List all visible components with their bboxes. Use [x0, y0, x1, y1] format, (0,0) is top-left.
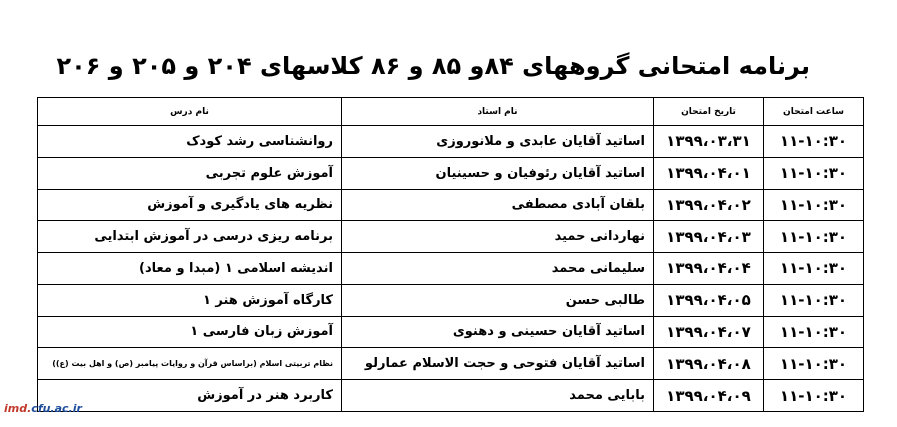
- teacher-name-cell: بابایی محمد: [342, 380, 654, 412]
- exam-date-cell: ۱۳۹۹،۰۴،۰۷: [654, 316, 764, 348]
- header-date: تاریخ امتحان: [654, 98, 764, 126]
- teacher-name-cell: اساتید آقایان فتوحی و حجت الاسلام عمارلو: [342, 348, 654, 380]
- exam-date-cell: ۱۳۹۹،۰۴،۰۵: [654, 284, 764, 316]
- table-row: [38, 189, 864, 221]
- teacher-name-cell: اساتید آقایان حسینی و دهنوی: [342, 316, 654, 348]
- header-course: نام درس: [38, 98, 342, 126]
- table-row: [38, 348, 864, 380]
- course-name-cell: آموزش زبان فارسی ۱: [38, 316, 342, 348]
- course-name-cell: کاربرد هنر در آموزش: [38, 380, 342, 412]
- exam-date-cell: ۱۳۹۹،۰۴،۰۲: [654, 189, 764, 221]
- teacher-name-cell: بلقان آبادی مصطفی: [342, 189, 654, 221]
- course-name-cell: برنامه ریزی درسی در آموزش ابتدایی: [38, 221, 342, 253]
- table-row: [38, 284, 864, 316]
- table-header-row: [38, 98, 864, 126]
- exam-date-cell: ۱۳۹۹،۰۴،۰۹: [654, 380, 764, 412]
- course-name-cell: اندیشه اسلامی ۱ (مبدا و معاد): [38, 253, 342, 285]
- course-name-cell: روانشناسی رشد کودک: [38, 126, 342, 158]
- site-watermark: [4, 402, 82, 415]
- exam-time-cell: ۱۱-۱۰:۳۰: [764, 316, 864, 348]
- table-row: [38, 157, 864, 189]
- teacher-name-cell: نهاردانی حمید: [342, 221, 654, 253]
- exam-time-cell: ۱۱-۱۰:۳۰: [764, 126, 864, 158]
- exam-schedule-table: [37, 97, 864, 412]
- exam-date-cell: ۱۳۹۹،۰۴،۰۱: [654, 157, 764, 189]
- table-row: [38, 221, 864, 253]
- page-title: برنامه امتحانی گروههای ۸۴و ۸۵ و ۸۶ کلاسهای ۲۰۴ و ۲۰۵ و ۲۰۶: [56, 52, 810, 80]
- exam-time-cell: ۱۱-۱۰:۳۰: [764, 380, 864, 412]
- exam-date-cell: ۱۳۹۹،۰۴،۰۴: [654, 253, 764, 285]
- teacher-name-cell: اساتید آقایان عابدی و ملانوروزی: [342, 126, 654, 158]
- exam-time-cell: ۱۱-۱۰:۳۰: [764, 348, 864, 380]
- exam-date-cell: ۱۳۹۹،۰۴،۰۳: [654, 221, 764, 253]
- course-name-cell: کارگاه آموزش هنر ۱: [38, 284, 342, 316]
- exam-time-cell: ۱۱-۱۰:۳۰: [764, 253, 864, 285]
- table-row: [38, 380, 864, 412]
- watermark-prefix: imd.: [4, 402, 32, 415]
- watermark-domain: cfu.ac.ir: [31, 402, 82, 415]
- table-row: [38, 316, 864, 348]
- teacher-name-cell: سلیمانی محمد: [342, 253, 654, 285]
- header-teacher: نام استاد: [342, 98, 654, 126]
- teacher-name-cell: اساتید آقایان رئوفیان و حسینیان: [342, 157, 654, 189]
- course-name-cell: آموزش علوم تجربی: [38, 157, 342, 189]
- table-row: [38, 253, 864, 285]
- table-row: [38, 126, 864, 158]
- course-name-cell: نظام تربیتی اسلام (براساس قرآن و روایات پیامبر (ص) و اهل بیت (ع)): [38, 348, 342, 380]
- exam-date-cell: ۱۳۹۹،۰۴،۰۸: [654, 348, 764, 380]
- exam-time-cell: ۱۱-۱۰:۳۰: [764, 284, 864, 316]
- exam-time-cell: ۱۱-۱۰:۳۰: [764, 157, 864, 189]
- course-name-cell: نظریه های یادگیری و آموزش: [38, 189, 342, 221]
- exam-date-cell: ۱۳۹۹،۰۳،۳۱: [654, 126, 764, 158]
- exam-time-cell: ۱۱-۱۰:۳۰: [764, 189, 864, 221]
- header-time: ساعت امتحان: [764, 98, 864, 126]
- exam-time-cell: ۱۱-۱۰:۳۰: [764, 221, 864, 253]
- teacher-name-cell: طالبی حسن: [342, 284, 654, 316]
